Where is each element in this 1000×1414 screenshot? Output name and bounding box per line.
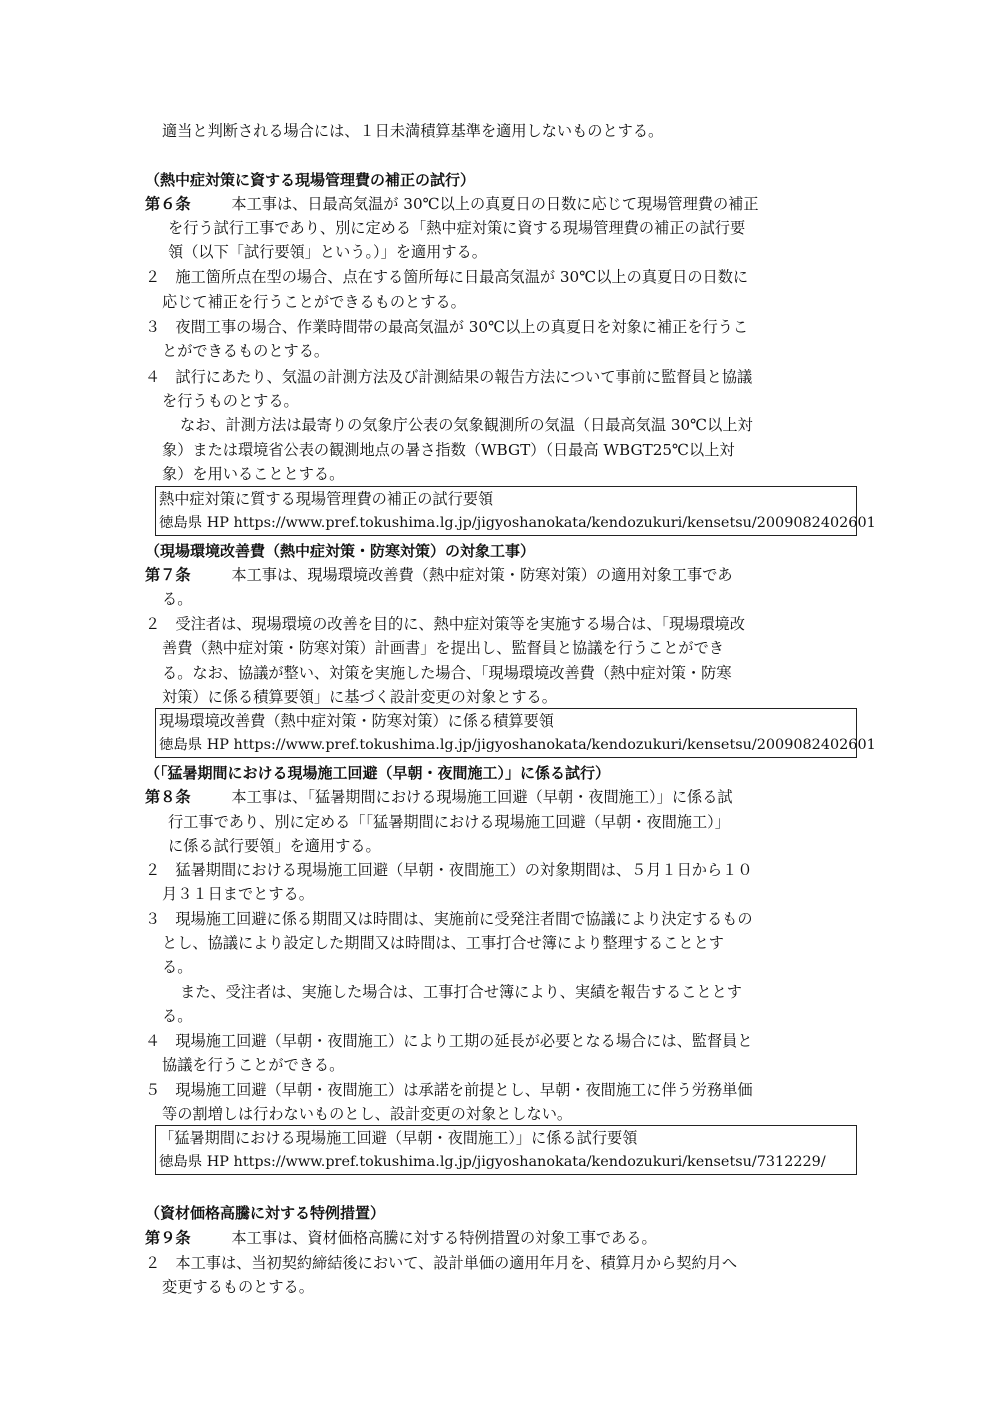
article6-p4-line2: を行うものとする。 (162, 392, 299, 410)
article9-p2-line2: 変更するものとする。 (162, 1278, 314, 1296)
article8-reference-title: 「猛暑期間における現場施工回避（早朝・夜間施工）」に係る試行要領 (159, 1129, 638, 1147)
article8-p5-line2: 等の割増しは行わないものとし、設計変更の対象としない。 (162, 1105, 573, 1123)
article8-label: 第８条 (145, 788, 191, 806)
article8-reference-box (155, 1125, 857, 1175)
article8-p1-line1: 本工事は、「猛暑期間における現場施工回避（早朝・夜間施工）」に係る試 (231, 788, 733, 806)
article8-p2-line1: ２ 猛暑期間における現場施工回避（早朝・夜間施工）の対象期間は、５月１日から１０ (145, 861, 753, 879)
article8-p1-line3: に係る試行要領」を適用する。 (168, 837, 381, 855)
article7-p1-line2: る。 (162, 590, 193, 608)
article7-reference-title: 現場環境改善費（熱中症対策・防寒対策）に係る積算要領 (159, 712, 554, 730)
article6-p2-line2: 応じて補正を行うことができるものとする。 (162, 293, 466, 311)
article6-heading: （熱中症対策に資する現場管理費の補正の試行） (145, 171, 476, 189)
article6-p1-line2: を行う試行工事であり、別に定める「熱中症対策に資する現場管理費の補正の試行要 (168, 219, 746, 237)
article6-reference-box (155, 486, 876, 536)
article8-p2-line2: 月３１日までとする。 (162, 885, 314, 903)
article6-p1-line1: 本工事は、日最高気温が 30℃以上の真夏日の日数に応じて現場管理費の補正 (231, 195, 759, 213)
article7-p1-line1: 本工事は、現場環境改善費（熱中症対策・防寒対策）の適用対象工事であ (231, 566, 733, 584)
article7-p2-line4: 対策）に係る積算要領」に基づく設計変更の対象とする。 (162, 688, 557, 706)
article8-p3-line3: る。 (162, 958, 193, 976)
article6-p2-line1: ２ 施工箇所点在型の場合、点在する箇所毎に日最高気温が 30℃以上の真夏日の日数に (145, 268, 749, 286)
article7-label: 第７条 (145, 566, 191, 584)
article8-p3-note-line1: また、受注者は、実施した場合は、工事打合せ簿により、実績を報告することとす (180, 983, 742, 1001)
article7-reference-url[interactable]: 徳島県 HP https://www.pref.tokushima.lg.jp/jigyoshanokata/kendozukuri/kensetsu/2009082402601 (159, 737, 876, 753)
article6-p3-line2: とができるものとする。 (162, 342, 330, 360)
article9-heading: （資材価格高騰に対する特例措置） (145, 1204, 386, 1222)
article8-p1-line2: 行工事であり、別に定める「「猛暑期間における現場施工回避（早朝・夜間施工）」 (168, 813, 730, 831)
article9-p2-line1: ２ 本工事は、当初契約締結後において、設計単価の適用年月を、積算月から契約月へ (145, 1254, 738, 1272)
article9-p1-line1: 本工事は、資材価格高騰に対する特例措置の対象工事である。 (231, 1229, 657, 1247)
article8-reference-url[interactable]: 徳島県 HP https://www.pref.tokushima.lg.jp/jigyoshanokata/kendozukuri/kensetsu/7312229/ (159, 1154, 826, 1170)
article8-p5-line1: ５ 現場施工回避（早朝・夜間施工）は承諾を前提とし、早朝・夜間施工に伴う労務単価 (145, 1081, 753, 1099)
article6-reference-url[interactable]: 徳島県 HP https://www.pref.tokushima.lg.jp/jigyoshanokata/kendozukuri/kensetsu/2009082402601 (159, 515, 876, 531)
article6-p4-note-line1: なお、計測方法は最寄りの気象庁公表の気象観測所の気温（日最高気温 30℃以上対 (180, 416, 753, 434)
article7-p2-line2: 善費（熱中症対策・防寒対策）計画書」を提出し、監督員と協議を行うことができ (162, 639, 724, 657)
article6-p4-note-line2: 象）または環境省公表の観測地点の暑さ指数（WBGT）（日最高 WBGT25℃以上対 (162, 441, 735, 459)
article6-label: 第６条 (145, 195, 191, 213)
article7-p2-line1: ２ 受注者は、現場環境の改善を目的に、熱中症対策等を実施する場合は、「現場環境改 (145, 615, 745, 633)
article7-reference-box (155, 708, 876, 758)
article8-p3-line2: とし、協議により設定した期間又は時間は、工事打合せ簿により整理することとす (162, 934, 724, 952)
article8-p4-line1: ４ 現場施工回避（早朝・夜間施工）により工期の延長が必要となる場合には、監督員と (145, 1032, 753, 1050)
article8-p3-line1: ３ 現場施工回避に係る期間又は時間は、実施前に受発注者間で協議により決定するもの (145, 910, 753, 928)
article6-reference-title: 熱中症対策に質する現場管理費の補正の試行要領 (159, 490, 494, 508)
article9-label: 第９条 (145, 1229, 191, 1247)
article6-p4-note-line3: 象）を用いることとする。 (162, 465, 345, 483)
article6-p4-line1: ４ 試行にあたり、気温の計測方法及び計測結果の報告方法について事前に監督員と協議 (145, 368, 753, 386)
article7-p2-line3: る。なお、協議が整い、対策を実施した場合、「現場環境改善費（熱中症対策・防寒 (162, 664, 732, 682)
article7-heading: （現場環境改善費（熱中症対策・防寒対策）の対象工事） (145, 542, 536, 560)
article8-heading: （「猛暑期間における現場施工回避（早朝・夜間施工）」に係る試行） (145, 764, 611, 782)
article6-p1-line3: 領（以下「試行要領」という。）」を適用する。 (168, 243, 487, 261)
article8-p3-note-line2: る。 (162, 1007, 193, 1025)
article6-p3-line1: ３ 夜間工事の場合、作業時間帯の最高気温が 30℃以上の真夏日を対象に補正を行うこ (145, 318, 749, 336)
article8-p4-line2: 協議を行うことができる。 (162, 1056, 345, 1074)
intro-line: 適当と判断される場合には、１日未満積算基準を適用しないものとする。 (162, 122, 664, 140)
